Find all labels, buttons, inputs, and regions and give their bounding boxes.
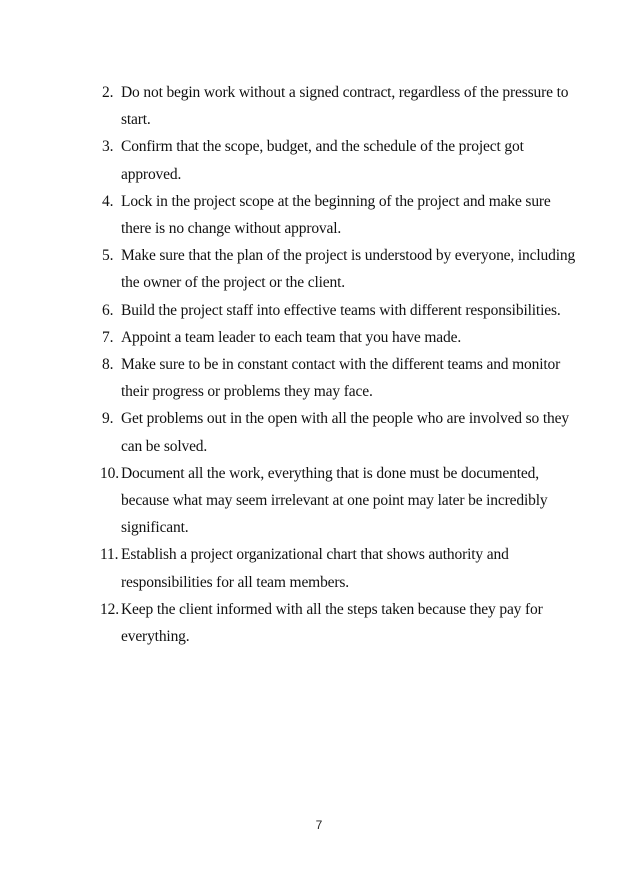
list-item: [102, 133, 582, 187]
list-item-text: Make sure to be in constant contact with the different teams and monitor their progress or problems they may face.: [121, 356, 561, 401]
list-item-number: 7.: [102, 328, 114, 346]
list-item: [102, 79, 582, 133]
list-item-number: 3.: [102, 138, 114, 156]
list-item-text: Do not begin work without a signed contract, regardless of the pressure to start.: [121, 84, 569, 129]
list-item: [102, 297, 582, 324]
list-item-number: 11.: [100, 546, 119, 564]
list-item: [102, 324, 582, 351]
list-item-text: Confirm that the scope, budget, and the schedule of the project got approved.: [121, 138, 524, 183]
list-item: [102, 596, 582, 650]
list-item-text: Document all the work, everything that is done must be documented, because what may seem irrelevant at one point may later be incredibly significant.: [121, 464, 548, 537]
list-item: [102, 541, 582, 595]
list-item: [102, 460, 582, 542]
list-item-text: Make sure that the plan of the project is understood by everyone, including the owner of the project or the client.: [121, 247, 576, 292]
list-item-number: 12.: [100, 600, 119, 618]
list-item-text: Build the project staff into effective teams with different responsibilities.: [121, 301, 561, 319]
list-item-number: 4.: [102, 192, 114, 210]
numbered-list: [102, 79, 582, 650]
list-item-text: Establish a project organizational chart that shows authority and responsibilities for all team members.: [121, 546, 509, 591]
list-item-text: Get problems out in the open with all the people who are involved so they can be solved.: [121, 410, 569, 455]
list-item-number: 9.: [102, 410, 114, 428]
list-item: [102, 351, 582, 405]
list-item-text: Lock in the project scope at the beginning of the project and make sure there is no change without approval.: [121, 192, 551, 238]
list-item-text: Appoint a team leader to each team that you have made.: [121, 328, 462, 346]
list-item-number: 6.: [102, 301, 114, 319]
list-item: [102, 405, 582, 459]
list-item-text: Keep the client informed with all the steps taken because they pay for everything.: [121, 600, 543, 646]
list-item-number: 10.: [100, 464, 119, 482]
list-item-number: 8.: [102, 356, 114, 374]
list-item: [102, 242, 582, 296]
page-number: 7: [315, 818, 323, 832]
list-item-number: 2.: [102, 84, 114, 101]
list-item: [102, 188, 582, 242]
list-item-number: 5.: [102, 247, 114, 265]
